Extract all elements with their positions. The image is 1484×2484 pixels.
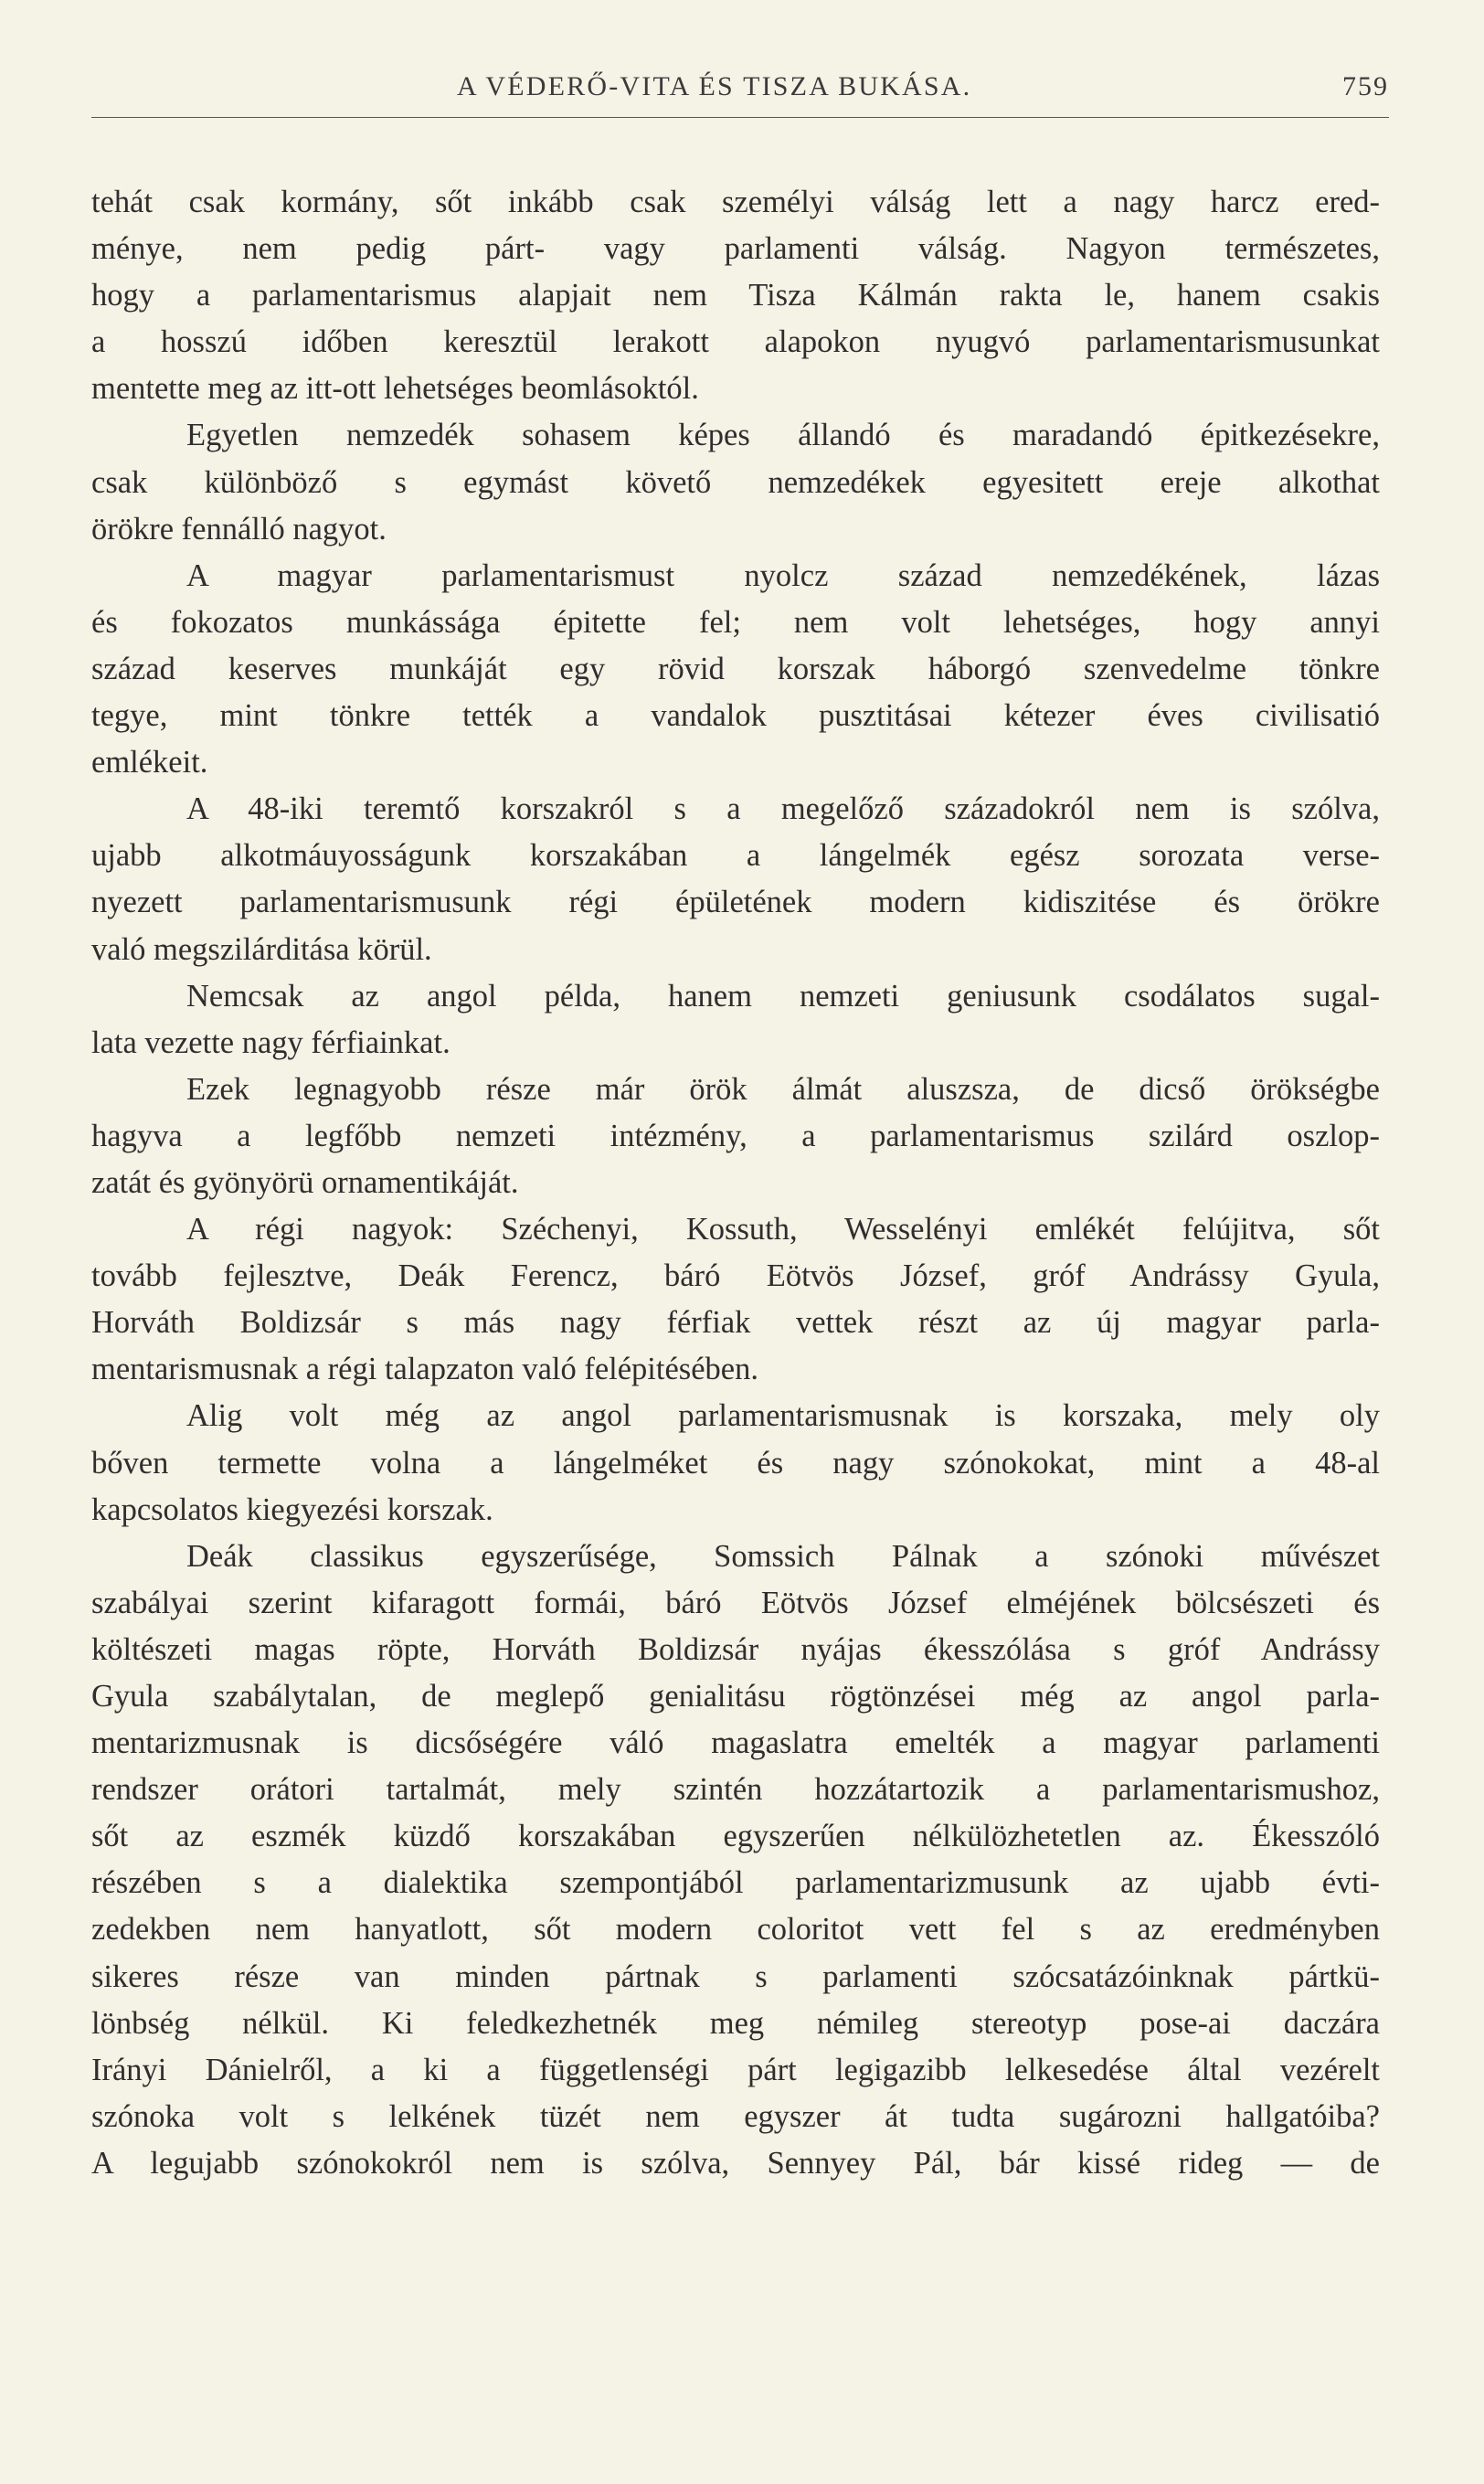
text-line: Ezek legnagyobb része már örök álmát aluszsza, de dicső örökségbe (186, 1071, 1380, 1107)
text-line: részében s a dialektika szempontjából parlamentarizmusunk az ujabb évti- (91, 1865, 1380, 1901)
body-text (91, 179, 1380, 2187)
text-line: rendszer orátori tartalmát, mely szintén hozzátartozik a parlamentarismushoz, (91, 1772, 1380, 1808)
text-line: Gyula szabálytalan, de meglepő genialitásu rögtönzései még az angol parla- (91, 1679, 1380, 1714)
text-line: tegye, mint tönkre tették a vandalok pusztitásai kétezer éves civilisatió (91, 698, 1380, 734)
text-line: örökre fennálló nagyot. (91, 511, 387, 547)
text-line: hogy a parlamentarismus alapjait nem Tisza Kálmán rakta le, hanem csakis (91, 278, 1380, 313)
text-line: hagyva a legfőbb nemzeti intézmény, a parlamentarismus szilárd oszlop- (91, 1118, 1380, 1153)
text-line: költészeti magas röpte, Horváth Boldizsár nyájas ékesszólása s gróf Andrássy (91, 1631, 1380, 1667)
running-header (91, 71, 1389, 117)
text-line: mentette meg az itt-ott lehetséges beomlásoktól. (91, 371, 699, 407)
text-line: sikeres része van minden pártnak s parlamenti szócsatázóinknak pártkü- (91, 1959, 1380, 1994)
text-line: zatát és gyönyörü ornamentikáját. (91, 1164, 519, 1200)
text-line: kapcsolatos kiegyezési korszak. (91, 1491, 493, 1527)
text-line: bőven termette volna a lángelméket és nagy szónokokat, mint a 48-al (91, 1445, 1380, 1481)
text-line: A legujabb szónokokról nem is szólva, Sennyey Pál, bár kissé rideg — de (91, 2145, 1380, 2181)
text-line: tovább fejlesztve, Deák Ferencz, báró Eötvös József, gróf Andrássy Gyula, (91, 1258, 1380, 1294)
text-line: ujabb alkotmáuyosságunk korszakában a lángelmék egész sorozata verse- (91, 838, 1380, 874)
text-line: és fokozatos munkássága épitette fel; nem volt lehetséges, hogy annyi (91, 604, 1380, 640)
text-line: szónoka volt s lelkének tüzét nem egyszer át tudta sugározni hallgatóiba? (91, 2098, 1380, 2134)
text-line: ménye, nem pedig párt- vagy parlamenti válság. Nagyon természetes, (91, 231, 1380, 267)
text-line: való megszilárditása körül. (91, 931, 432, 967)
running-header-title: A VÉDERŐ-VITA ÉS TISZA BUKÁSA. (457, 71, 972, 101)
text-line: század keserves munkáját egy rövid korszak háborgó szenvedelme tönkre (91, 651, 1380, 686)
text-line: nyezett parlamentarismusunk régi épületének modern kidiszitése és örökre (91, 885, 1380, 920)
header-rule (91, 117, 1389, 118)
page-number: 759 (1342, 71, 1389, 101)
text-line: szabályai szerint kifaragott formái, báró Eötvös József elméjének bölcsészeti és (91, 1585, 1380, 1620)
text-line: Nemcsak az angol példa, hanem nemzeti geniusunk csodálatos sugal- (186, 978, 1380, 1014)
text-line: zedekben nem hanyatlott, sőt modern coloritot vett fel s az eredményben (91, 1912, 1380, 1948)
text-line: Alig volt még az angol parlamentarismusnak is korszaka, mely oly (186, 1398, 1380, 1434)
text-line: A régi nagyok: Széchenyi, Kossuth, Wesselényi emlékét felújitva, sőt (186, 1212, 1380, 1247)
text-line: A 48-iki teremtő korszakról s a megelőző századokról nem is szólva, (186, 791, 1380, 827)
text-line: Irányi Dánielről, a ki a függetlenségi párt legigazibb lelkesedése által vezérelt (91, 2052, 1380, 2087)
text-line: lönbség nélkül. Ki feledkezhetnék meg némileg stereotyp pose-ai daczára (91, 2005, 1380, 2041)
text-line: Egyetlen nemzedék sohasem képes állandó és maradandó épitkezésekre, (186, 418, 1380, 453)
text-line: sőt az eszmék küzdő korszakában egyszerűen nélkülözhetetlen az. Ékesszóló (91, 1819, 1380, 1854)
text-line: lata vezette nagy férfiainkat. (91, 1024, 450, 1060)
text-line: Deák classikus egyszerűsége, Somssich Pálnak a szónoki művészet (186, 1538, 1380, 1574)
text-line: Horváth Boldizsár s más nagy férfiak vettek részt az új magyar parla- (91, 1305, 1380, 1341)
text-line: emlékeit. (91, 745, 208, 780)
text-line: mentarismusnak a régi talapzaton való felépitésében. (91, 1352, 758, 1387)
text-line: tehát csak kormány, sőt inkább csak személyi válság lett a nagy harcz ered- (91, 185, 1380, 219)
text-line: csak különböző s egymást követő nemzedékek egyesitett ereje alkothat (91, 464, 1380, 500)
text-line: mentarizmusnak is dicsőségére váló magaslatra emelték a magyar parlamenti (91, 1725, 1380, 1761)
text-line: A magyar parlamentarismust nyolcz század nemzedékének, lázas (186, 557, 1380, 593)
text-line: a hosszú időben keresztül lerakott alapokon nyugvó parlamentarismusunkat (91, 324, 1380, 360)
